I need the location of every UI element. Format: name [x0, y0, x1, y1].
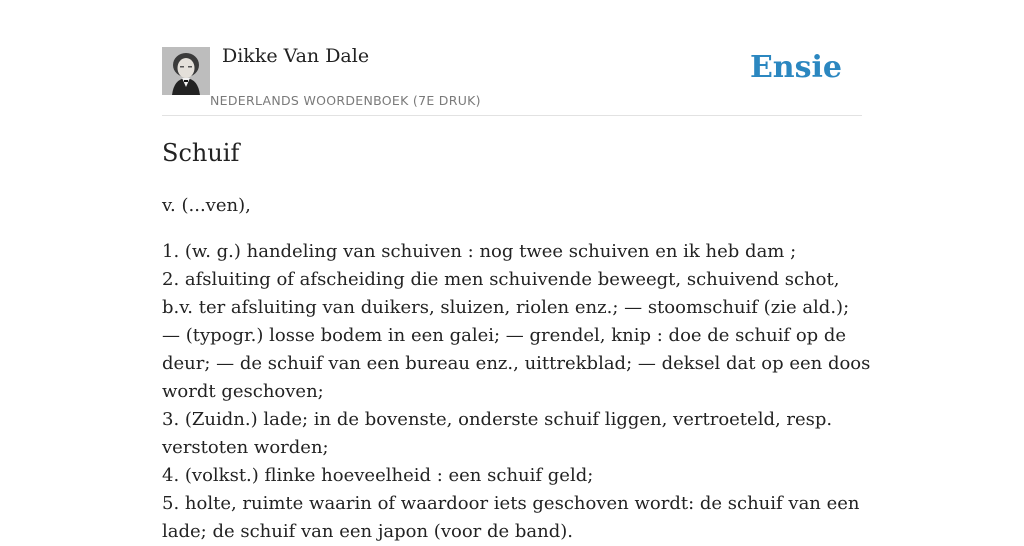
portrait-image [162, 47, 210, 95]
sense-item: 4. (volkst.) flinke hoeveelheid : een schuif geld; [162, 465, 594, 486]
entry-title: Schuif [162, 139, 240, 167]
source-name[interactable]: Dikke Van Dale [222, 45, 370, 67]
source-subtitle: NEDERLANDS WOORDENBOEK (7E DRUK) [210, 93, 481, 108]
source-portrait [162, 47, 210, 95]
brand-logo-link[interactable]: Ensie [749, 50, 842, 85]
sense-item: 2. afsluiting of afscheiding die men schuivende beweegt, schuivend schot, b.v. ter afsluiting van duikers, sluizen, riolen enz.; — stoomschuif (zie ald.); — (typogr.) losse bodem in een galei; — grendel, knip : doe de schuif op de deur; — de schuif van een bureau enz., uittrekblad; — deksel dat op een doos wordt geschoven; [162, 269, 871, 402]
sense-item: 5. holte, ruimte waarin of waardoor iets geschoven wordt: de schuif van een lade; de schuif van een japon (voor de band). [162, 493, 860, 542]
sense-item: 3. (Zuidn.) lade; in de bovenste, onderste schuif liggen, vertroeteld, resp. verstoten worden; [162, 409, 833, 458]
entry-body [162, 192, 872, 546]
grammar-note: v. (...ven), [162, 195, 251, 216]
sense-list [162, 238, 872, 546]
source-header [162, 0, 862, 116]
sense-item: 1. (w. g.) handeling van schuiven : nog twee schuiven en ik heb dam ; [162, 241, 797, 262]
